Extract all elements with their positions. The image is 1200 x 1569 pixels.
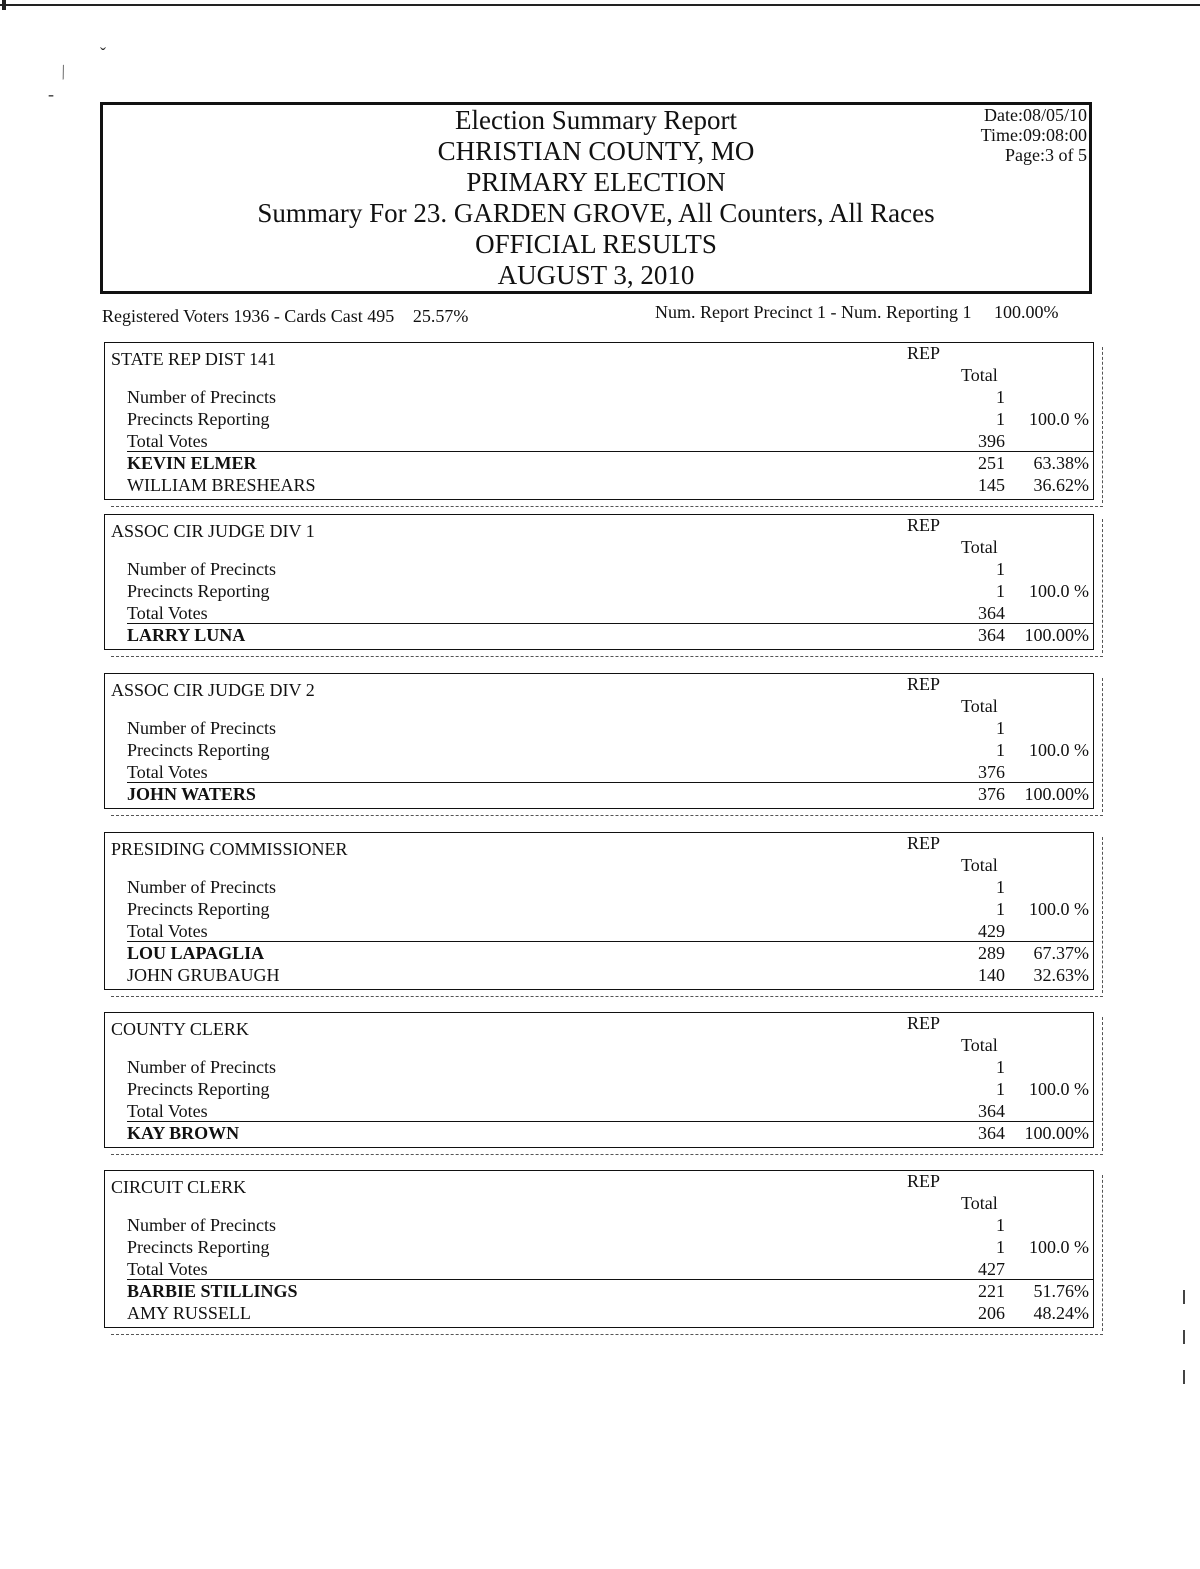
- scan-dashed-edge: [1102, 678, 1103, 812]
- page-number: Page:3 of 5: [1005, 145, 1087, 165]
- candidate-votes: 206: [978, 1303, 1005, 1323]
- row-label: Precincts Reporting: [127, 899, 270, 919]
- row-value: 376: [978, 762, 1005, 782]
- row-value: 429: [978, 921, 1005, 941]
- total-votes-row: [127, 762, 1093, 784]
- row-label: Total Votes: [127, 603, 208, 623]
- row-value: 364: [978, 1101, 1005, 1121]
- row-label: Precincts Reporting: [127, 740, 270, 760]
- number-of-precincts-row: [127, 877, 1093, 899]
- precincts-reporting-row: [127, 1237, 1093, 1259]
- row-label: Precincts Reporting: [127, 581, 270, 601]
- candidate-percent: 51.76%: [1033, 1281, 1089, 1301]
- race-block: [104, 342, 1094, 500]
- party-label: REP: [907, 1171, 941, 1191]
- candidate-percent: 100.00%: [1024, 625, 1089, 645]
- candidate-percent: 100.00%: [1024, 784, 1089, 804]
- row-label: Precincts Reporting: [127, 409, 270, 429]
- total-column-header: Total: [961, 855, 998, 875]
- candidate-row: [127, 965, 1093, 987]
- scan-dashed-bottom: [111, 506, 1103, 507]
- precincts-reporting-row: [127, 409, 1093, 431]
- row-percent: 100.0 %: [1029, 581, 1089, 601]
- row-value: 364: [978, 603, 1005, 623]
- scan-top-border: [0, 4, 1200, 6]
- row-label: Total Votes: [127, 1259, 208, 1279]
- row-label: Number of Precincts: [127, 559, 276, 579]
- row-label: Total Votes: [127, 762, 208, 782]
- row-label: Precincts Reporting: [127, 1079, 270, 1099]
- row-value: 1: [996, 1057, 1005, 1077]
- candidate-row: [127, 784, 1093, 806]
- scan-dashed-edge: [1102, 1017, 1103, 1151]
- results-divider: [127, 782, 1093, 783]
- total-votes-row: [127, 1101, 1093, 1123]
- row-value: 1: [996, 409, 1005, 429]
- turnout-percent: 25.57%: [412, 306, 469, 326]
- total-column-header: Total: [961, 1193, 998, 1213]
- race-block: [104, 514, 1094, 650]
- scan-dashed-bottom: [111, 1334, 1103, 1335]
- candidate-row: [127, 1123, 1093, 1145]
- registered-voters: [102, 306, 468, 327]
- row-label: Number of Precincts: [127, 877, 276, 897]
- scan-dashed-edge: [1102, 1175, 1103, 1331]
- pen-mark: ˇ: [100, 44, 106, 64]
- candidate-name: KEVIN ELMER: [127, 453, 257, 473]
- party-label: REP: [907, 515, 941, 535]
- header-meta: [981, 105, 1087, 165]
- row-value: 1: [996, 877, 1005, 897]
- precincts-reporting-row: [127, 899, 1093, 921]
- candidate-row: [127, 1281, 1093, 1303]
- race-title: ASSOC CIR JUDGE DIV 1: [111, 521, 315, 541]
- race-block: [104, 1170, 1094, 1328]
- scan-dashed-bottom: [111, 656, 1103, 657]
- row-value: 1: [996, 1079, 1005, 1099]
- total-votes-row: [127, 921, 1093, 943]
- scan-dashed-edge: [1102, 837, 1103, 993]
- candidate-votes: 364: [978, 1123, 1005, 1143]
- number-of-precincts-row: [127, 559, 1093, 581]
- candidate-percent: 100.00%: [1024, 1123, 1089, 1143]
- row-value: 1: [996, 740, 1005, 760]
- scan-dashed-edge: [1102, 519, 1103, 653]
- total-votes-row: [127, 1259, 1093, 1281]
- number-of-precincts-row: [127, 1057, 1093, 1079]
- row-percent: 100.0 %: [1029, 409, 1089, 429]
- candidate-votes: 145: [978, 475, 1005, 495]
- candidate-name: JOHN WATERS: [127, 784, 256, 804]
- candidate-votes: 251: [978, 453, 1005, 473]
- row-value: 1: [996, 559, 1005, 579]
- results-divider: [127, 941, 1093, 942]
- precincts-reporting-row: [127, 740, 1093, 762]
- race-block: [104, 673, 1094, 809]
- party-label: REP: [907, 833, 941, 853]
- header-titles: [103, 105, 1089, 291]
- row-label: Precincts Reporting: [127, 1237, 270, 1257]
- row-value: 1: [996, 581, 1005, 601]
- row-value: 1: [996, 1237, 1005, 1257]
- number-of-precincts-row: [127, 718, 1093, 740]
- row-value: 427: [978, 1259, 1005, 1279]
- total-column-header: Total: [961, 1035, 998, 1055]
- report-header: [100, 102, 1092, 294]
- scan-dashed-edge: [1102, 347, 1103, 503]
- candidate-votes: 140: [978, 965, 1005, 985]
- results-status: OFFICIAL RESULTS: [475, 229, 717, 259]
- report-time: Time:09:08:00: [980, 125, 1087, 145]
- candidate-percent: 48.24%: [1033, 1303, 1089, 1323]
- candidate-percent: 32.63%: [1033, 965, 1089, 985]
- candidate-votes: 289: [978, 943, 1005, 963]
- candidate-name: JOHN GRUBAUGH: [127, 965, 280, 985]
- row-value: 396: [978, 431, 1005, 451]
- results-divider: [127, 623, 1093, 624]
- county-name: CHRISTIAN COUNTY, MO: [437, 136, 755, 166]
- number-of-precincts-row: [127, 387, 1093, 409]
- race-title: STATE REP DIST 141: [111, 349, 277, 369]
- candidate-name: WILLIAM BRESHEARS: [127, 475, 316, 495]
- total-column-header: Total: [961, 696, 998, 716]
- candidate-votes: 364: [978, 625, 1005, 645]
- candidate-name: KAY BROWN: [127, 1123, 240, 1143]
- precincts-reporting-row: [127, 1079, 1093, 1101]
- party-label: REP: [907, 343, 941, 363]
- candidate-name: LOU LAPAGLIA: [127, 943, 265, 963]
- total-votes-row: [127, 603, 1093, 625]
- candidate-votes: 376: [978, 784, 1005, 804]
- row-percent: 100.0 %: [1029, 1237, 1089, 1257]
- party-label: REP: [907, 1013, 941, 1033]
- candidate-percent: 63.38%: [1033, 453, 1089, 473]
- row-value: 1: [996, 718, 1005, 738]
- scan-dashed-bottom: [111, 996, 1103, 997]
- summary-for: Summary For 23. GARDEN GROVE, All Counters, All Races: [257, 198, 935, 228]
- candidate-name: LARRY LUNA: [127, 625, 246, 645]
- scan-dashed-bottom: [111, 1154, 1103, 1155]
- candidate-row: [127, 1303, 1093, 1325]
- results-divider: [127, 451, 1093, 452]
- row-label: Total Votes: [127, 431, 208, 451]
- row-value: 1: [996, 1215, 1005, 1235]
- row-percent: 100.0 %: [1029, 740, 1089, 760]
- total-votes-row: [127, 431, 1093, 453]
- row-percent: 100.0 %: [1029, 899, 1089, 919]
- race-block: [104, 1012, 1094, 1148]
- results-divider: [127, 1121, 1093, 1122]
- row-label: Total Votes: [127, 921, 208, 941]
- race-block: [104, 832, 1094, 990]
- election-date: AUGUST 3, 2010: [497, 260, 695, 290]
- registered-voters-text: Registered Voters 1936 - Cards Cast 495: [102, 306, 395, 326]
- candidate-row: [127, 453, 1093, 475]
- candidate-votes: 221: [978, 1281, 1005, 1301]
- row-label: Total Votes: [127, 1101, 208, 1121]
- row-label: Number of Precincts: [127, 1057, 276, 1077]
- row-label: Number of Precincts: [127, 387, 276, 407]
- election-name: PRIMARY ELECTION: [466, 167, 726, 197]
- race-title: CIRCUIT CLERK: [111, 1177, 247, 1197]
- scan-corner-mark: [2, 0, 6, 10]
- race-title: COUNTY CLERK: [111, 1019, 249, 1039]
- reporting-percent: 100.00%: [993, 302, 1059, 322]
- row-percent: 100.0 %: [1029, 1079, 1089, 1099]
- row-value: 1: [996, 899, 1005, 919]
- candidate-row: [127, 943, 1093, 965]
- candidate-name: BARBIE STILLINGS: [127, 1281, 298, 1301]
- total-column-header: Total: [961, 365, 998, 385]
- candidate-name: AMY RUSSELL: [127, 1303, 251, 1323]
- row-label: Number of Precincts: [127, 1215, 276, 1235]
- candidate-percent: 36.62%: [1033, 475, 1089, 495]
- scan-edge-marks: [1183, 1290, 1186, 1410]
- row-label: Number of Precincts: [127, 718, 276, 738]
- number-of-precincts-row: [127, 1215, 1093, 1237]
- report-date: Date:08/05/10: [984, 105, 1087, 125]
- precincts-reporting-row: [127, 581, 1093, 603]
- race-title: PRESIDING COMMISSIONER: [111, 839, 348, 859]
- reporting-text: Num. Report Precinct 1 - Num. Reporting 1: [655, 302, 972, 322]
- results-divider: [127, 1279, 1093, 1280]
- reporting-summary: [655, 302, 1058, 323]
- total-column-header: Total: [961, 537, 998, 557]
- scan-dashed-bottom: [111, 815, 1103, 816]
- candidate-row: [127, 625, 1093, 647]
- candidate-row: [127, 475, 1093, 497]
- race-title: ASSOC CIR JUDGE DIV 2: [111, 680, 315, 700]
- row-value: 1: [996, 387, 1005, 407]
- report-title: Election Summary Report: [455, 105, 737, 135]
- pen-mark: ⁄: [56, 63, 71, 82]
- party-label: REP: [907, 674, 941, 694]
- candidate-percent: 67.37%: [1033, 943, 1089, 963]
- pen-mark: -: [48, 84, 54, 104]
